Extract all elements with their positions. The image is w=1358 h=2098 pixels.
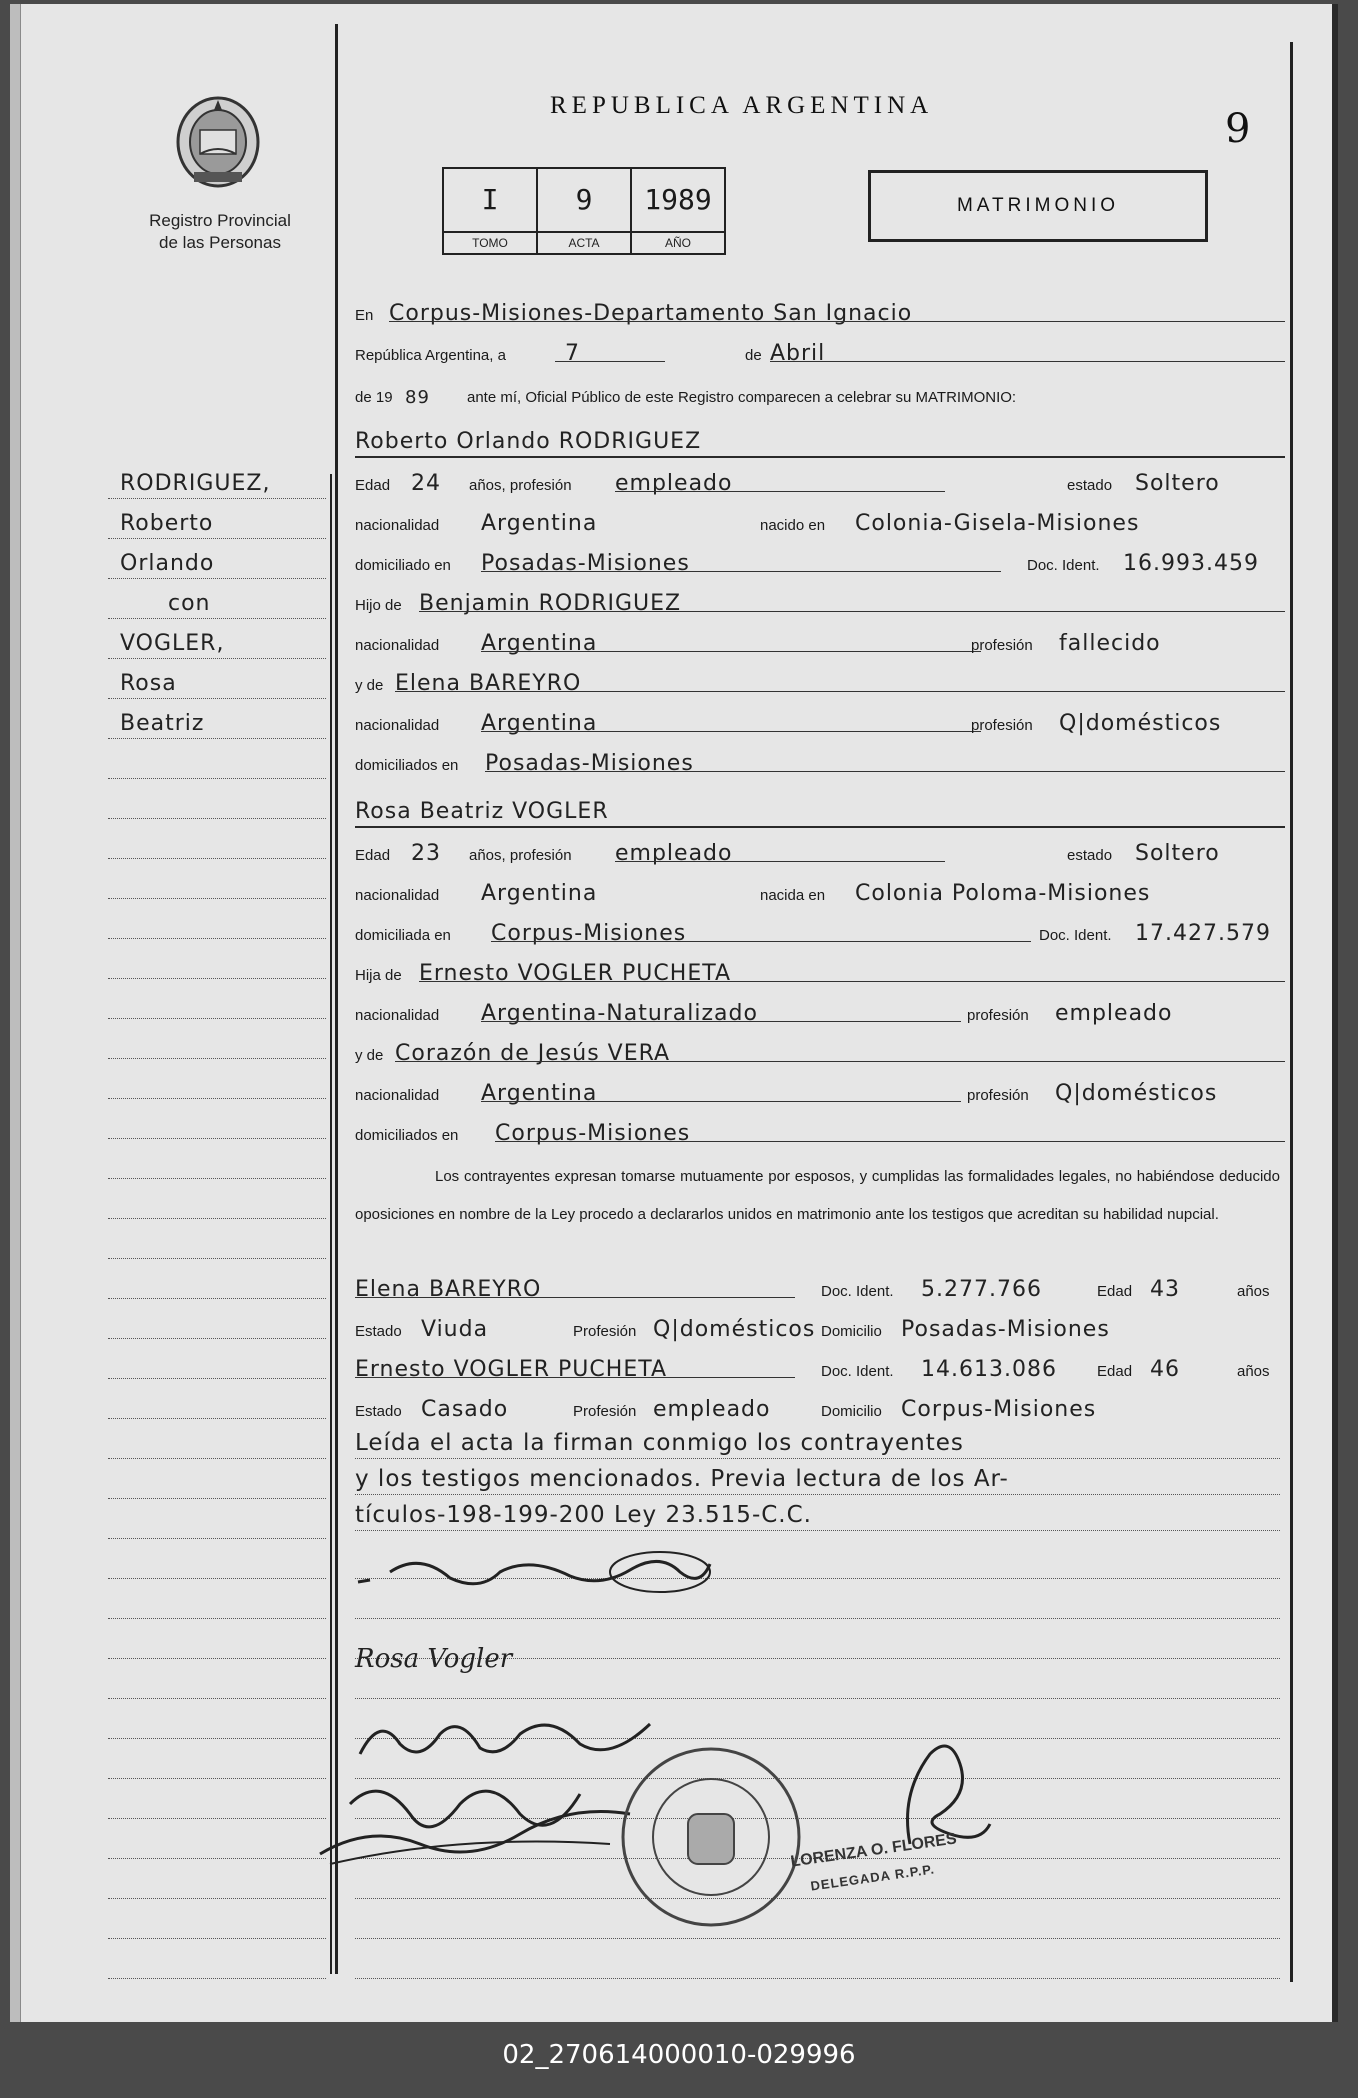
groom-nationality: Argentina [481, 511, 598, 536]
witness-1-profession: Q|domésticos [653, 1317, 816, 1342]
witness-2-age: 46 [1150, 1357, 1180, 1382]
profesion-label: Profesión [573, 1323, 637, 1340]
record-type-box: MATRIMONIO [868, 170, 1208, 242]
nacida-label: nacida en [760, 887, 826, 904]
witness-1-age: 43 [1150, 1277, 1180, 1302]
closing-line-2 [355, 1460, 1280, 1495]
domicilio-label: Domicilio [821, 1323, 882, 1340]
margin-line [108, 1904, 326, 1939]
doc-label: Doc. Ident. [821, 1363, 894, 1380]
registry-line-1: Registro Provincial [149, 211, 291, 230]
hija-label: Hija de [355, 967, 402, 984]
groom-mother-nationality: Argentina [481, 711, 598, 736]
record-number-box [442, 167, 726, 255]
anos-label: años [1237, 1283, 1270, 1300]
closing-text-1: Leída el acta la firman conmigo los contrayentes [355, 1430, 964, 1456]
witness-2-status: Casado [421, 1397, 509, 1422]
margin-line [108, 1704, 326, 1739]
nacionalidad-label: nacionalidad [355, 887, 440, 904]
intro-date-row [355, 334, 1285, 368]
profesion-label: profesión [971, 637, 1033, 654]
bride-father: Ernesto VOGLER PUCHETA [419, 961, 731, 986]
edad-label: Edad [355, 847, 391, 864]
margin-line [108, 1784, 326, 1819]
margin-line [108, 1224, 326, 1259]
groom-name-row [355, 422, 1285, 458]
groom-mother-row [355, 664, 1285, 698]
margin-name-text: RODRIGUEZ, [120, 471, 271, 496]
right-column-line [1290, 42, 1293, 1982]
yde-label: y de [355, 1047, 384, 1064]
acta-label: ACTA [538, 231, 630, 253]
edad-label: Edad [355, 477, 391, 494]
anos-label: años [1237, 1363, 1270, 1380]
marriage-day: 7 [565, 341, 580, 366]
margin-line [108, 984, 326, 1019]
registry-line-2: de las Personas [159, 233, 281, 252]
margin-line [108, 744, 326, 779]
margin-line [108, 1744, 326, 1779]
margin-line [108, 1344, 326, 1379]
page-number: 9 [1225, 106, 1251, 152]
groom-father: Benjamin RODRIGUEZ [419, 591, 682, 616]
estado-label: estado [1067, 477, 1113, 494]
margin-line [108, 824, 326, 859]
domiciliado-label: domiciliado en [355, 557, 451, 574]
bride-mother-profession: Q|domésticos [1055, 1081, 1218, 1106]
margin-line [108, 1184, 326, 1219]
ruled-line [355, 1904, 1280, 1939]
witness-2-profession: empleado [653, 1397, 771, 1422]
margin-line [108, 864, 326, 899]
en-label: En [355, 307, 374, 324]
margin-line [108, 1264, 326, 1299]
bride-age: 23 [411, 841, 441, 866]
witness-1-doc: 5.277.766 [921, 1277, 1042, 1302]
margin-line [108, 1064, 326, 1099]
bride-mother-nationality: Argentina [481, 1081, 598, 1106]
groom-full-name: Roberto Orlando RODRIGUEZ [355, 429, 702, 454]
margin-line [108, 1584, 326, 1619]
doc-label: Doc. Ident. [821, 1283, 894, 1300]
margin-line [108, 624, 326, 659]
bride-domicile: Corpus-Misiones [491, 921, 687, 946]
profesion-label: años, profesión [469, 847, 572, 864]
officer-title: DELEGADA R.P.P. [809, 1861, 936, 1894]
de-label: de [745, 347, 762, 364]
closing-line-3 [355, 1496, 1280, 1531]
bride-full-name: Rosa Beatriz VOGLER [355, 799, 609, 824]
yde-label: y de [355, 677, 384, 694]
official-registry-stamp-icon [616, 1742, 806, 1932]
doc-label: Doc. Ident. [1039, 927, 1112, 944]
intro-place-row [355, 294, 1285, 328]
margin-line [108, 1544, 326, 1579]
bride-civil-status: Soltero [1135, 841, 1220, 866]
witness-2-signature-icon [310, 1764, 640, 1884]
margin-name-text: Beatriz [120, 711, 205, 736]
groom-doc: 16.993.459 [1123, 551, 1259, 576]
witness-2-details-row [355, 1390, 1285, 1424]
groom-domicile: Posadas-Misiones [481, 551, 690, 576]
registry-name [110, 210, 330, 254]
provincial-coat-of-arms-icon [170, 90, 266, 190]
groom-birthplace: Colonia-Gisela-Misiones [855, 511, 1140, 536]
nacionalidad-label: nacionalidad [355, 1007, 440, 1024]
hijo-label: Hijo de [355, 597, 402, 614]
bride-age-row [355, 834, 1285, 868]
bride-father-row [355, 954, 1285, 988]
bride-father-nationality: Argentina-Naturalizado [481, 1001, 758, 1026]
profesion-label: Profesión [573, 1403, 637, 1420]
margin-line [108, 504, 326, 539]
bride-father-nationality-row [355, 994, 1285, 1028]
bride-doc: 17.427.579 [1135, 921, 1271, 946]
bride-birthplace: Colonia Poloma-Misiones [855, 881, 1151, 906]
intro-year-row [355, 376, 1285, 410]
witness-1-name: Elena BAREYRO [355, 1277, 542, 1302]
bride-parents-domicile: Corpus-Misiones [495, 1121, 691, 1146]
ano-label: AÑO [632, 231, 724, 253]
bride-domicile-row [355, 914, 1285, 948]
domiciliada-label: domiciliada en [355, 927, 451, 944]
margin-line [108, 1944, 326, 1979]
domicilio-label: Domicilio [821, 1403, 882, 1420]
witness-1-domicile: Posadas-Misiones [901, 1317, 1110, 1342]
groom-father-profession: fallecido [1059, 631, 1161, 656]
closing-line-1 [355, 1424, 1280, 1459]
margin-line [108, 664, 326, 699]
officiant-statement: ante mí, Oficial Público de este Registro comparecen a celebrar su MATRIMONIO: [467, 389, 1017, 406]
groom-signature-icon [350, 1542, 770, 1602]
margin-line [108, 1384, 326, 1419]
margin-line [108, 584, 326, 619]
margin-name-text: Orlando [120, 551, 215, 576]
groom-profession: empleado [615, 471, 733, 496]
margin-line [108, 1144, 326, 1179]
marriage-month: Abril [770, 341, 826, 366]
margin-name-text: VOGLER, [120, 631, 225, 656]
nacionalidad-label: nacionalidad [355, 717, 440, 734]
profesion-label: profesión [967, 1087, 1029, 1104]
document-code: 02_270614000010-029996 [502, 2040, 856, 2070]
witness-2-name: Ernesto VOGLER PUCHETA [355, 1357, 667, 1382]
groom-father-row [355, 584, 1285, 618]
bride-mother-row [355, 1034, 1285, 1068]
bride-signature: Rosa Vogler [355, 1644, 513, 1674]
register-page [10, 4, 1338, 2022]
ano-cell [632, 169, 724, 253]
groom-parents-domicile: Posadas-Misiones [485, 751, 694, 776]
nacionalidad-label: nacionalidad [355, 517, 440, 534]
margin-line [108, 1864, 326, 1899]
margin-line [108, 1824, 326, 1859]
profesion-label: profesión [971, 717, 1033, 734]
marriage-place: Corpus-Misiones-Departamento San Ignacio [389, 301, 913, 326]
nacionalidad-label: nacionalidad [355, 1087, 440, 1104]
profesion-label: profesión [967, 1007, 1029, 1024]
witness-1-row [355, 1270, 1285, 1304]
margin-line [108, 1464, 326, 1499]
margin-line [108, 1624, 326, 1659]
de19-label: de 19 [355, 389, 393, 406]
margin-line [108, 1664, 326, 1699]
tomo-cell [444, 169, 538, 253]
margin-line [108, 544, 326, 579]
declaration-paragraph: Los contrayentes expresan tomarse mutuamente por esposos, y cumplidas las formalidades legales, no habiéndose deducido oposiciones en nombre de la Ley procedo a declararlos unidos en matrimonio ante los testigos que acreditan su habilidad nupcial. [355, 1168, 1280, 1223]
margin-line [108, 1304, 326, 1339]
margin-line [108, 1104, 326, 1139]
profesion-label: años, profesión [469, 477, 572, 494]
officer-name: LORENZA O. FLORES [789, 1830, 958, 1871]
bride-mother: Corazón de Jesús VERA [395, 1041, 671, 1066]
edad-label: Edad [1097, 1283, 1133, 1300]
groom-parents-domicile-row [355, 744, 1285, 778]
margin-line [108, 784, 326, 819]
groom-domicile-row [355, 544, 1285, 578]
groom-civil-status: Soltero [1135, 471, 1220, 496]
left-column-line [335, 24, 338, 1974]
closing-text-2: y los testigos mencionados. Previa lectura de los Ar- [355, 1466, 1009, 1492]
margin-line [108, 1024, 326, 1059]
acta-value: 9 [575, 183, 593, 216]
groom-nationality-row [355, 504, 1285, 538]
estado-label: Estado [355, 1323, 402, 1340]
groom-mother-nationality-row [355, 704, 1285, 738]
ruled-line [355, 1944, 1280, 1979]
witness-1-status: Viuda [421, 1317, 489, 1342]
groom-mother: Elena BAREYRO [395, 671, 582, 696]
closing-text-3: tículos-198-199-200 Ley 23.515-C.C. [355, 1502, 812, 1528]
acta-cell [538, 169, 632, 253]
groom-mother-profession: Q|domésticos [1059, 711, 1222, 736]
tomo-value: I [481, 183, 499, 216]
margin-line [108, 1424, 326, 1459]
margin-line [108, 704, 326, 739]
estado-label: Estado [355, 1403, 402, 1420]
margin-name-text: Roberto [120, 511, 214, 536]
nacionalidad-label: nacionalidad [355, 637, 440, 654]
margin-line [108, 464, 326, 499]
ano-value: 1989 [644, 183, 712, 216]
bride-nationality-row [355, 874, 1285, 908]
bride-name-row [355, 792, 1285, 828]
witness-2-domicile: Corpus-Misiones [901, 1397, 1097, 1422]
margin-name-text: Rosa [120, 671, 177, 696]
witness-1-details-row [355, 1310, 1285, 1344]
groom-age-row [355, 464, 1285, 498]
bride-nationality: Argentina [481, 881, 598, 906]
domiciliados-label: domiciliados en [355, 757, 459, 774]
groom-father-nationality-row [355, 624, 1285, 658]
republica-label: República Argentina, a [355, 347, 506, 364]
bride-parents-domicile-row [355, 1114, 1285, 1148]
bride-profession: empleado [615, 841, 733, 866]
nacido-label: nacido en [760, 517, 826, 534]
tomo-label: TOMO [444, 231, 536, 253]
edad-label: Edad [1097, 1363, 1133, 1380]
doc-label: Doc. Ident. [1027, 557, 1100, 574]
bride-mother-nationality-row [355, 1074, 1285, 1108]
country-title: REPUBLICA ARGENTINA [550, 92, 934, 119]
domiciliados-label: domiciliados en [355, 1127, 459, 1144]
main-column-line [330, 474, 332, 1974]
margin-line [108, 1504, 326, 1539]
groom-father-nationality: Argentina [481, 631, 598, 656]
margin-line [108, 904, 326, 939]
witness-2-doc: 14.613.086 [921, 1357, 1057, 1382]
margin-name-text: con [168, 591, 211, 616]
groom-age: 24 [411, 471, 441, 496]
bride-father-profession: empleado [1055, 1001, 1173, 1026]
marriage-year-suffix: 89 [405, 387, 430, 408]
witness-2-row [355, 1350, 1285, 1384]
page-binding [10, 4, 21, 2022]
margin-line [108, 944, 326, 979]
estado-label: estado [1067, 847, 1113, 864]
